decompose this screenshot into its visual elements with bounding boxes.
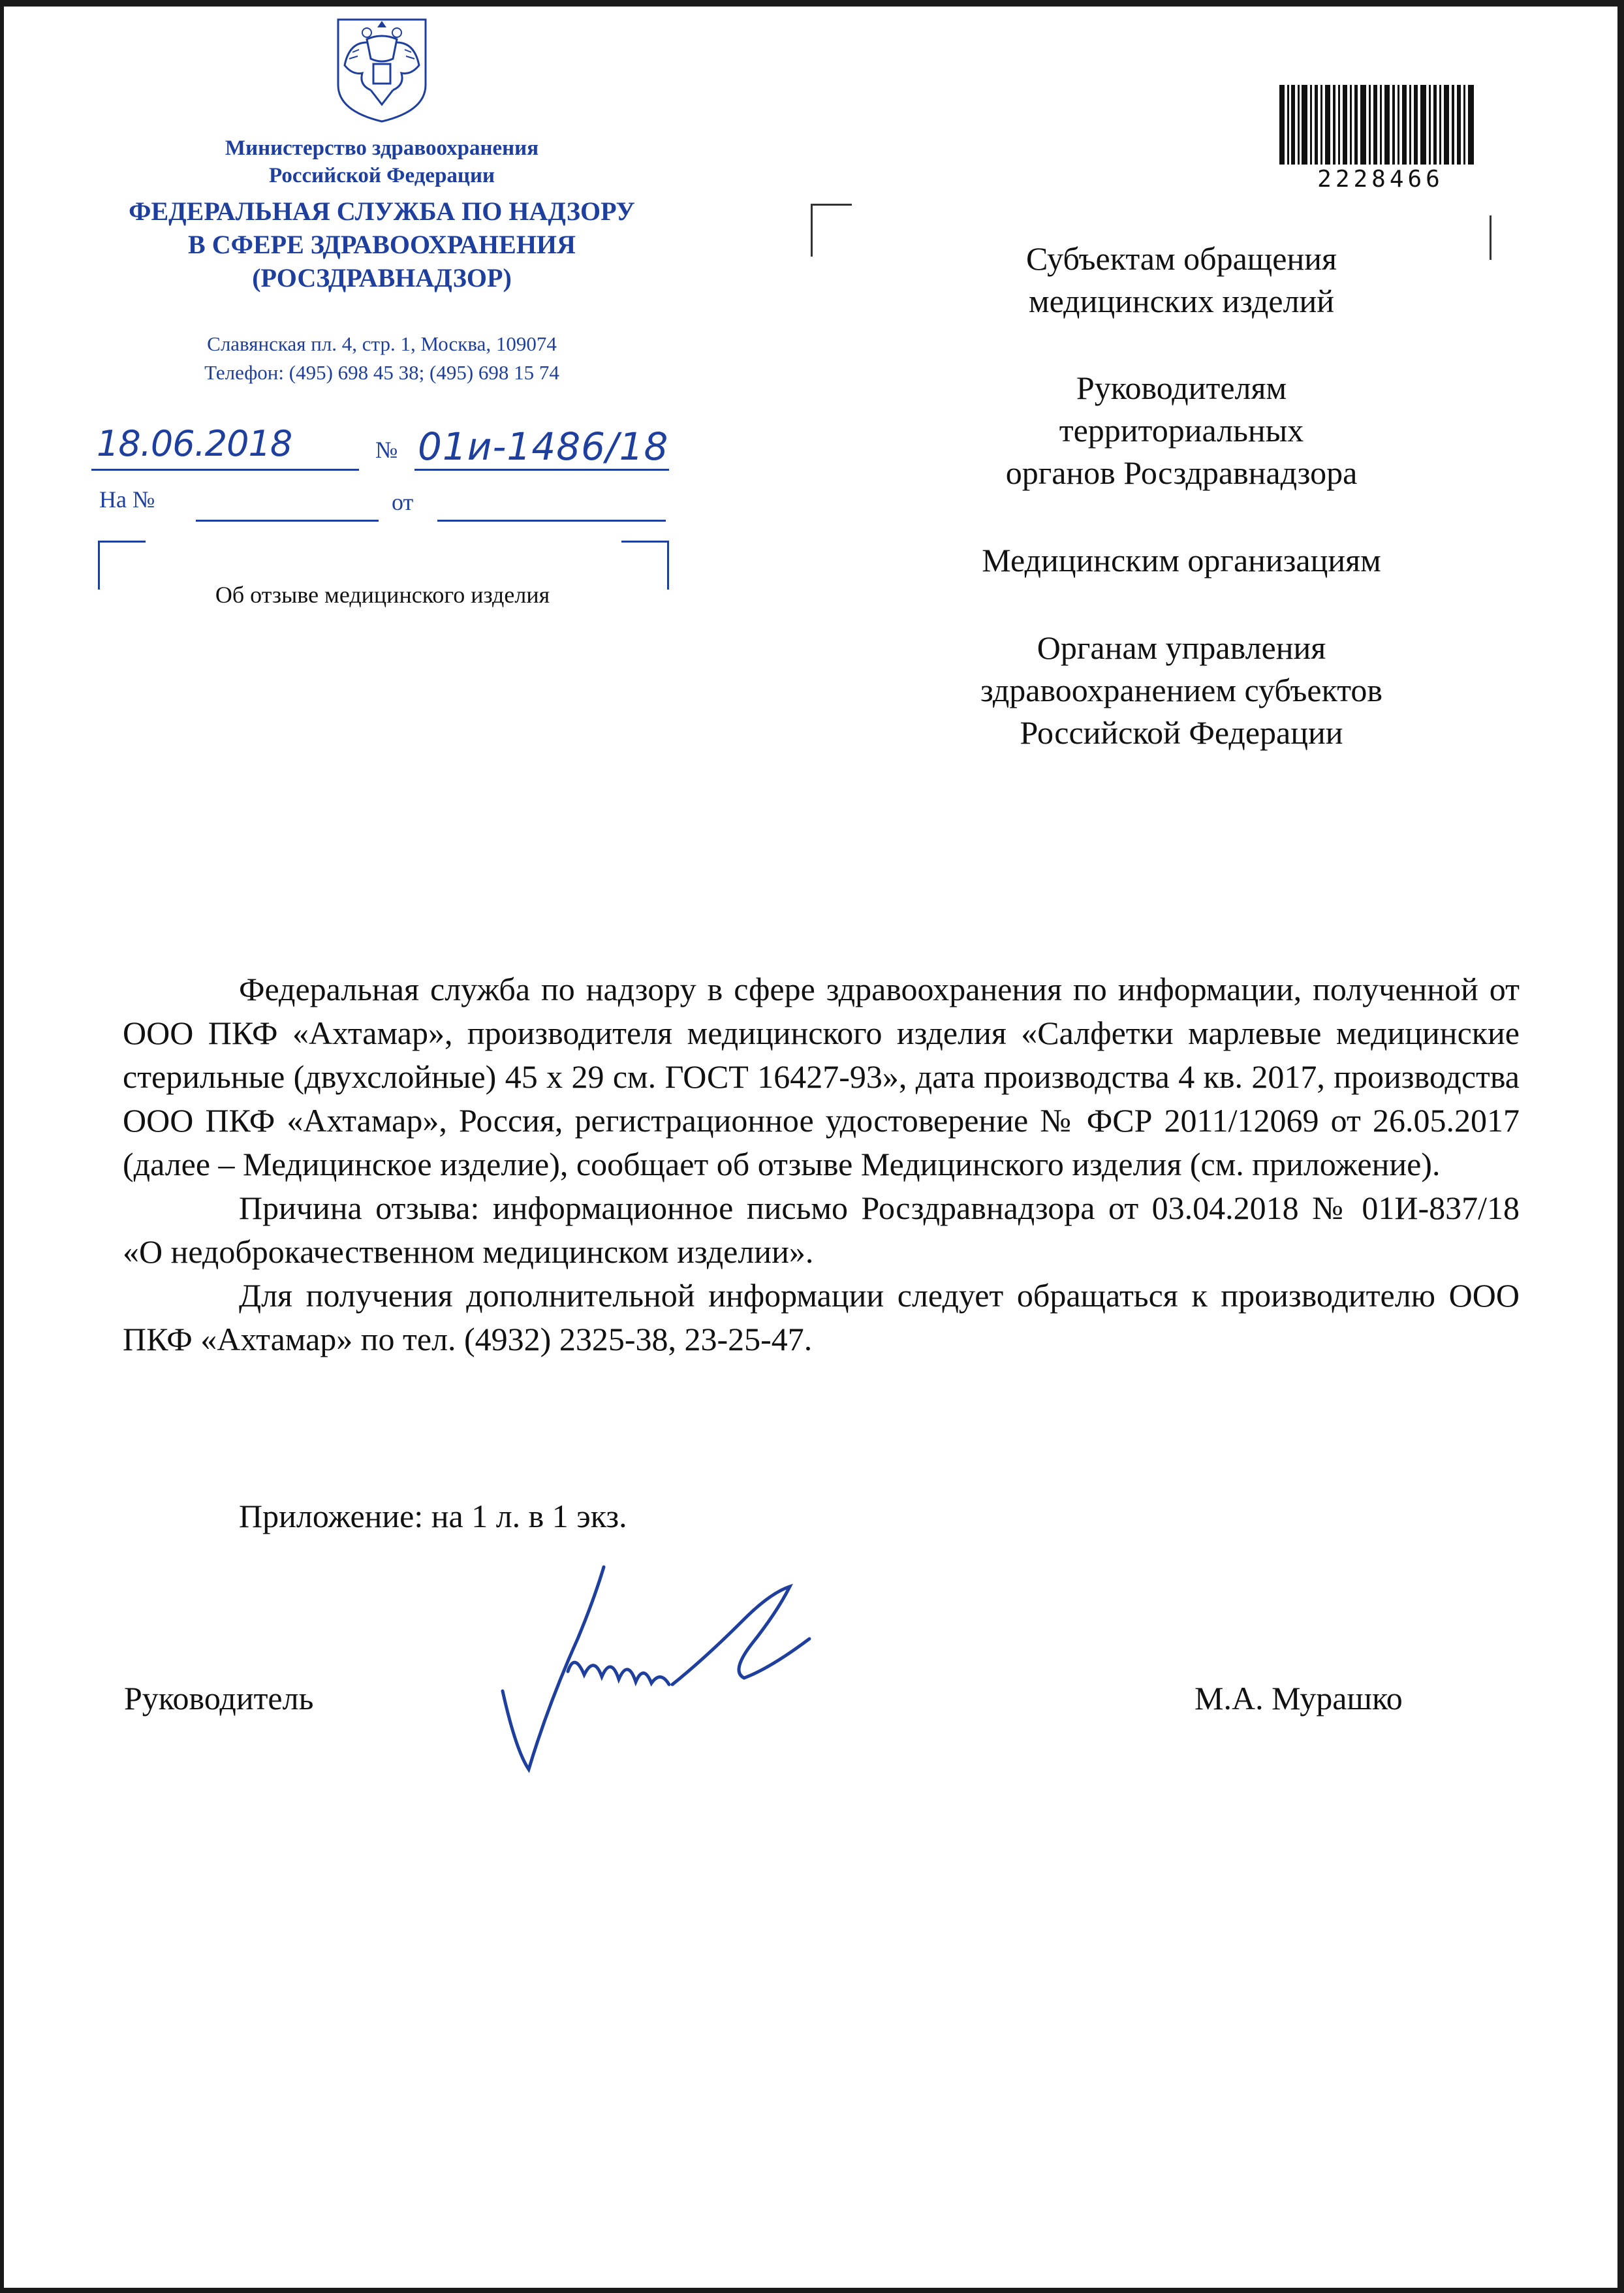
- ministry-name: [98, 134, 666, 189]
- letter-body: [123, 968, 1520, 1361]
- barcode-number: 2228466: [1317, 166, 1444, 193]
- addressee-right-tick: [1490, 215, 1491, 260]
- body-paragraph: Причина отзыва: информационное письмо Росздравнадзора от 03.04.2018 № 01И-837/18 «О недоброкачественном медицинском изделии».: [123, 1190, 1520, 1270]
- russian-coat-of-arms-icon: [333, 13, 431, 124]
- handwritten-number: 01и-1486/18: [418, 424, 669, 469]
- addressee-block: [901, 539, 1462, 582]
- addressee-line: Органам управления: [1037, 629, 1326, 666]
- attachment-note: Приложение: на 1 л. в 1 экз.: [239, 1498, 627, 1534]
- from-line: [437, 520, 666, 522]
- ministry-line: Российской Федерации: [269, 164, 495, 187]
- barcode-icon: [1279, 85, 1475, 165]
- scan-border-bottom: [0, 2288, 1624, 2293]
- addressee-line: Руководителям: [1076, 370, 1287, 406]
- body-paragraph: Для получения дополнительной информации следует обращаться к производителю ООО ПКФ «Ахтамар» по тел. (4932) 2325-38, 23-25-47.: [123, 1277, 1520, 1357]
- reply-to-line: [196, 520, 379, 522]
- addressee-block: [901, 238, 1462, 323]
- address-line: Славянская пл. 4, стр. 1, Москва, 109074: [207, 332, 557, 355]
- from-label: от: [392, 489, 414, 515]
- handwritten-date: 18.06.2018: [97, 423, 292, 464]
- addressee-line: медицинских изделий: [1028, 283, 1335, 319]
- number-sign: №: [375, 437, 398, 463]
- reply-to-label: На №: [99, 486, 155, 513]
- addressee-line: здравоохранением субъектов: [980, 672, 1383, 708]
- phone-line: Телефон: (495) 698 45 38; (495) 698 15 74: [204, 361, 559, 384]
- signatory-name: М.А. Мурашко: [1195, 1680, 1403, 1716]
- addressee-line: органов Росздравнадзора: [1005, 454, 1358, 491]
- letter-subject: Об отзыве медицинского изделия: [215, 582, 550, 608]
- scan-border-top: [0, 0, 1624, 7]
- date-underline: [91, 469, 359, 471]
- scan-border-right: [1617, 0, 1624, 2293]
- addressee-line: Российской Федерации: [1020, 714, 1343, 751]
- signatory-role: Руководитель: [124, 1680, 314, 1716]
- service-line: (РОСЗДРАВНАДЗОР): [252, 263, 512, 293]
- service-address: [98, 330, 666, 387]
- addressee-line: Субъектам обращения: [1026, 240, 1337, 277]
- addressee-block: [901, 627, 1462, 754]
- addressee-line: Медицинским организациям: [982, 542, 1381, 578]
- scan-border-left: [0, 0, 4, 2293]
- service-line: ФЕДЕРАЛЬНАЯ СЛУЖБА ПО НАДЗОРУ: [129, 197, 635, 226]
- addressee-corner-bracket: [811, 204, 852, 257]
- ministry-line: Министерство здравоохранения: [225, 136, 539, 160]
- service-name: [65, 195, 698, 294]
- service-line: В СФЕРЕ ЗДРАВООХРАНЕНИЯ: [188, 230, 576, 259]
- body-paragraph: Федеральная служба по надзору в сфере здравоохранения по информации, полученной от ООО ПКФ «Ахтамар», производителя медицинского изделия «Салфетки марлевые медицинские стерильные (двухслойные) 45 х 29 см. ГОСТ 16427-93», дата производства 4 кв. 2017, производства ООО ПКФ «Ахтамар», Россия, регистрационное удостоверение № ФСР 2011/12069 от 26.05.2017 (далее – Медицинское изделие), сообщает об отзыве Медицинского изделия (см. приложение).: [123, 971, 1520, 1182]
- addressee-line: территориальных: [1059, 412, 1304, 449]
- number-underline: [414, 469, 669, 471]
- addressee-block: [901, 367, 1462, 494]
- handwritten-signature-icon: [490, 1560, 855, 1782]
